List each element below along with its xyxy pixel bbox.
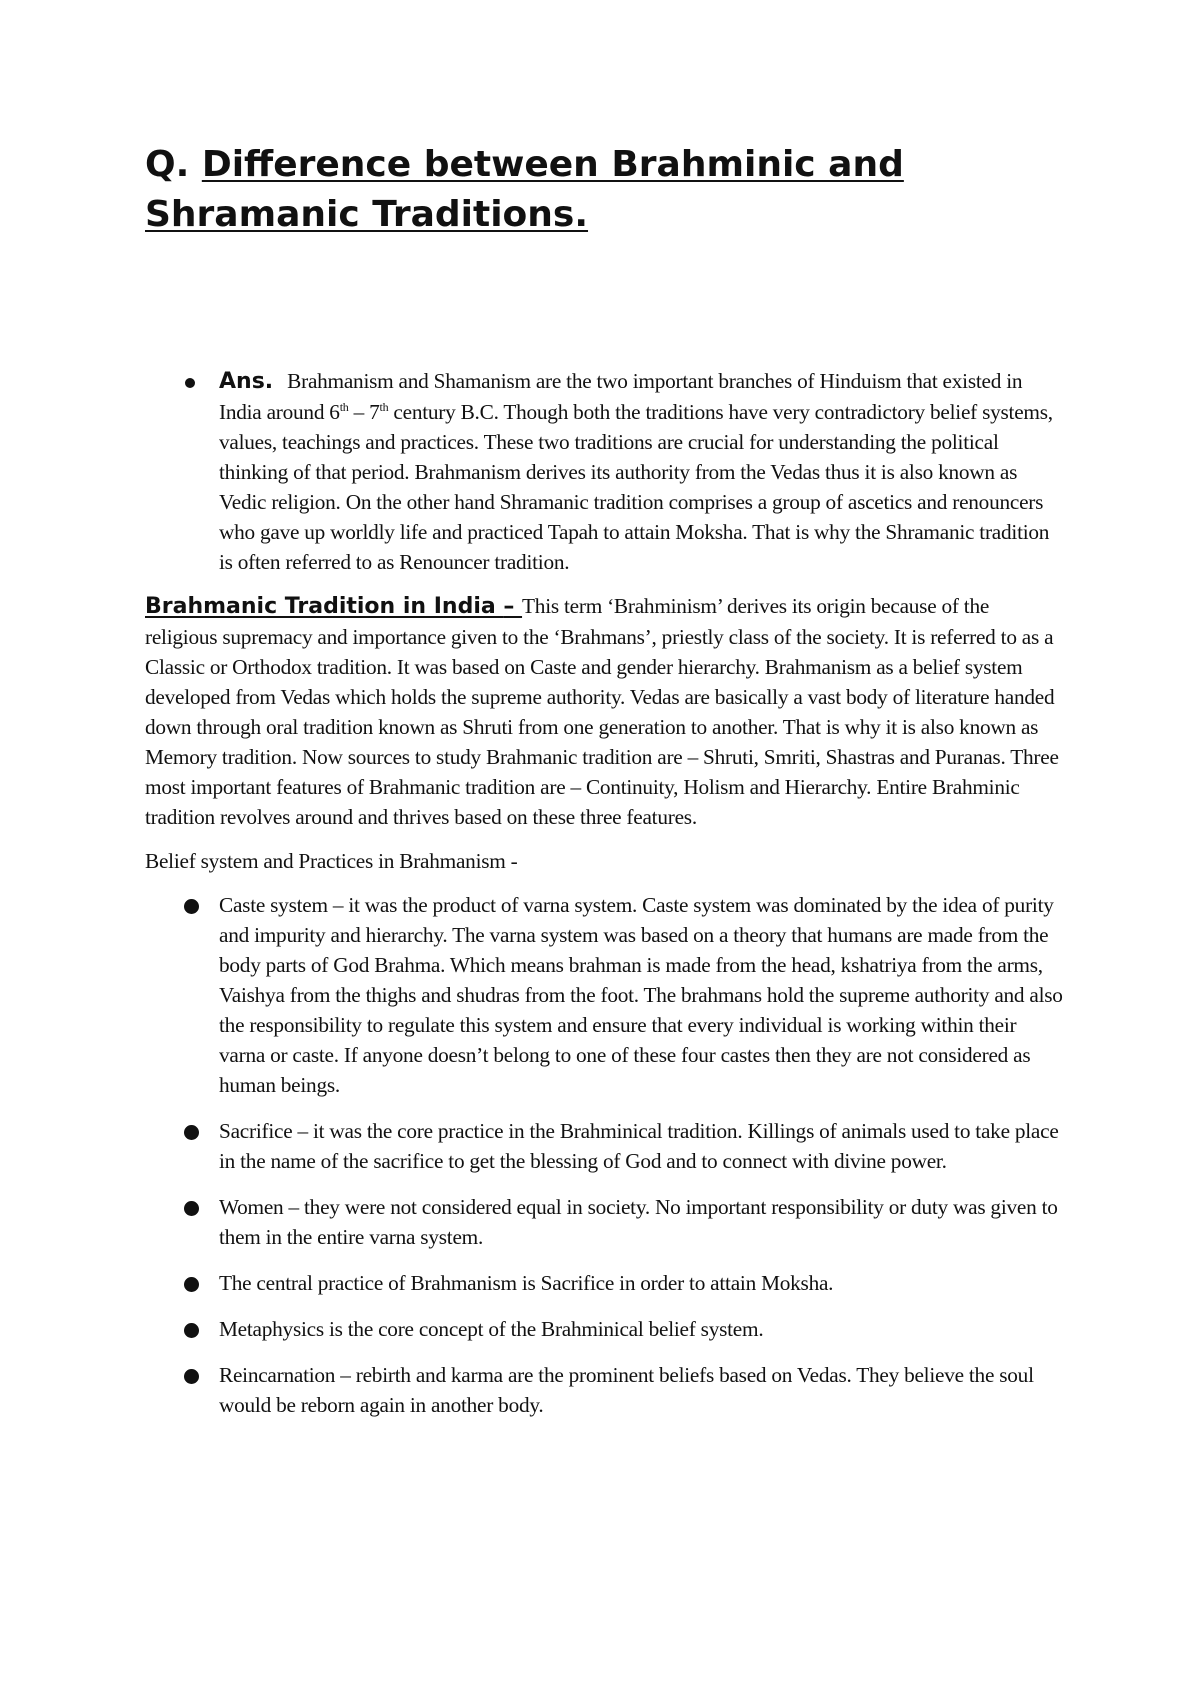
list-item-text: Caste system – it was the product of varna system. Caste system was dominated by the idea of purity and impurity and hierarchy. The varna system was based on a theory that humans are made from the body parts of God Brahma. Which means brahman is made from the head, kshatriya from the arms, Vaishya from the thighs and shudras from the foot. The brahmans hold the supreme authority and also the responsibility to regulate this system and ensure that every individual is working within their varna or caste. If anyone doesn’t belong to one of these four castes then they are not considered as human beings. <box>219 893 1063 1097</box>
section-text: This term ‘Brahminism’ derives its origin because of the religious supremacy and importance given to the ‘Brahmans’, priestly class of the society. It is referred to as a Classic or Orthodox tradition. It was based on Caste and gender hierarchy. Brahmanism as a belief system developed from Vedas which holds the supreme authority. Vedas are basically a vast body of literature handed down through oral tradition known as Shruti from one generation to another. That is why it is also known as Memory tradition. Now sources to study Brahmanic tradition are – Shruti, Smriti, Shastras and Puranas. Three most important features of Brahmanic tradition are – Continuity, Holism and Hierarchy. Entire Brahminic tradition revolves around and thrives based on these three features. <box>145 594 1059 829</box>
list-item <box>145 1360 1065 1420</box>
bullet-icon <box>184 1369 199 1384</box>
beliefs-list <box>145 890 1065 1420</box>
list-item <box>145 1116 1065 1176</box>
bullet-icon <box>185 378 195 388</box>
answer-superscript-1: th <box>339 399 349 414</box>
answer-text-part-2: century B.C. Though both the traditions have very contradictory belief systems, values, teachings and practices. These two traditions are crucial for understanding the political thinking of that period. Brahmanism derives its authority from the Vedas thus it is also known as Vedic religion. On the other hand Shramanic tradition comprises a group of ascetics and renouncers who gave up worldly life and practiced Tapah to attain Moksha. That is why the Shramanic tradition is often referred to as Renouncer tradition. <box>219 400 1053 574</box>
bullet-icon <box>184 1277 199 1292</box>
list-item-text: Sacrifice – it was the core practice in the Brahminical tradition. Killings of animals used to take place in the name of the sacrifice to get the blessing of God and to connect with divine power. <box>219 1119 1059 1173</box>
question-title <box>145 140 1065 240</box>
list-item <box>145 1192 1065 1252</box>
list-item <box>145 890 1065 1100</box>
list-item-text: Women – they were not considered equal in society. No important responsibility or duty was given to them in the entire varna system. <box>219 1195 1058 1249</box>
answer-paragraph <box>145 366 1065 577</box>
answer-superscript-2: th <box>379 399 389 414</box>
beliefs-heading: Belief system and Practices in Brahmanism - <box>145 849 518 873</box>
answer-text-part-1: Brahmanism and Shamanism are the two important branches of Hinduism that existed in India around 6 <box>219 369 1023 424</box>
document-page <box>145 140 1065 1436</box>
answer-label: Ans. <box>219 369 274 394</box>
list-item-text: Metaphysics is the core concept of the Brahminical belief system. <box>219 1317 764 1341</box>
list-item-text: The central practice of Brahmanism is Sacrifice in order to attain Moksha. <box>219 1271 834 1295</box>
section-heading-separator: – <box>503 594 523 619</box>
list-item <box>145 1268 1065 1298</box>
title-prefix: Q. <box>145 144 202 185</box>
answer-dash: – 7 <box>348 400 380 424</box>
list-item-text: Reincarnation – rebirth and karma are the prominent beliefs based on Vedas. They believe the soul would be reborn again in another body. <box>219 1363 1034 1417</box>
bullet-icon <box>184 1323 199 1338</box>
list-item <box>145 1314 1065 1344</box>
bullet-icon <box>184 1125 199 1140</box>
bullet-icon <box>184 899 199 914</box>
bullet-icon <box>184 1201 199 1216</box>
title-line-1: Difference between Brahminic and <box>201 144 904 185</box>
section-heading: Brahmanic Tradition in India <box>145 594 504 619</box>
brahmanic-tradition-paragraph <box>145 591 1065 832</box>
title-line-2: Shramanic Traditions. <box>145 194 589 235</box>
